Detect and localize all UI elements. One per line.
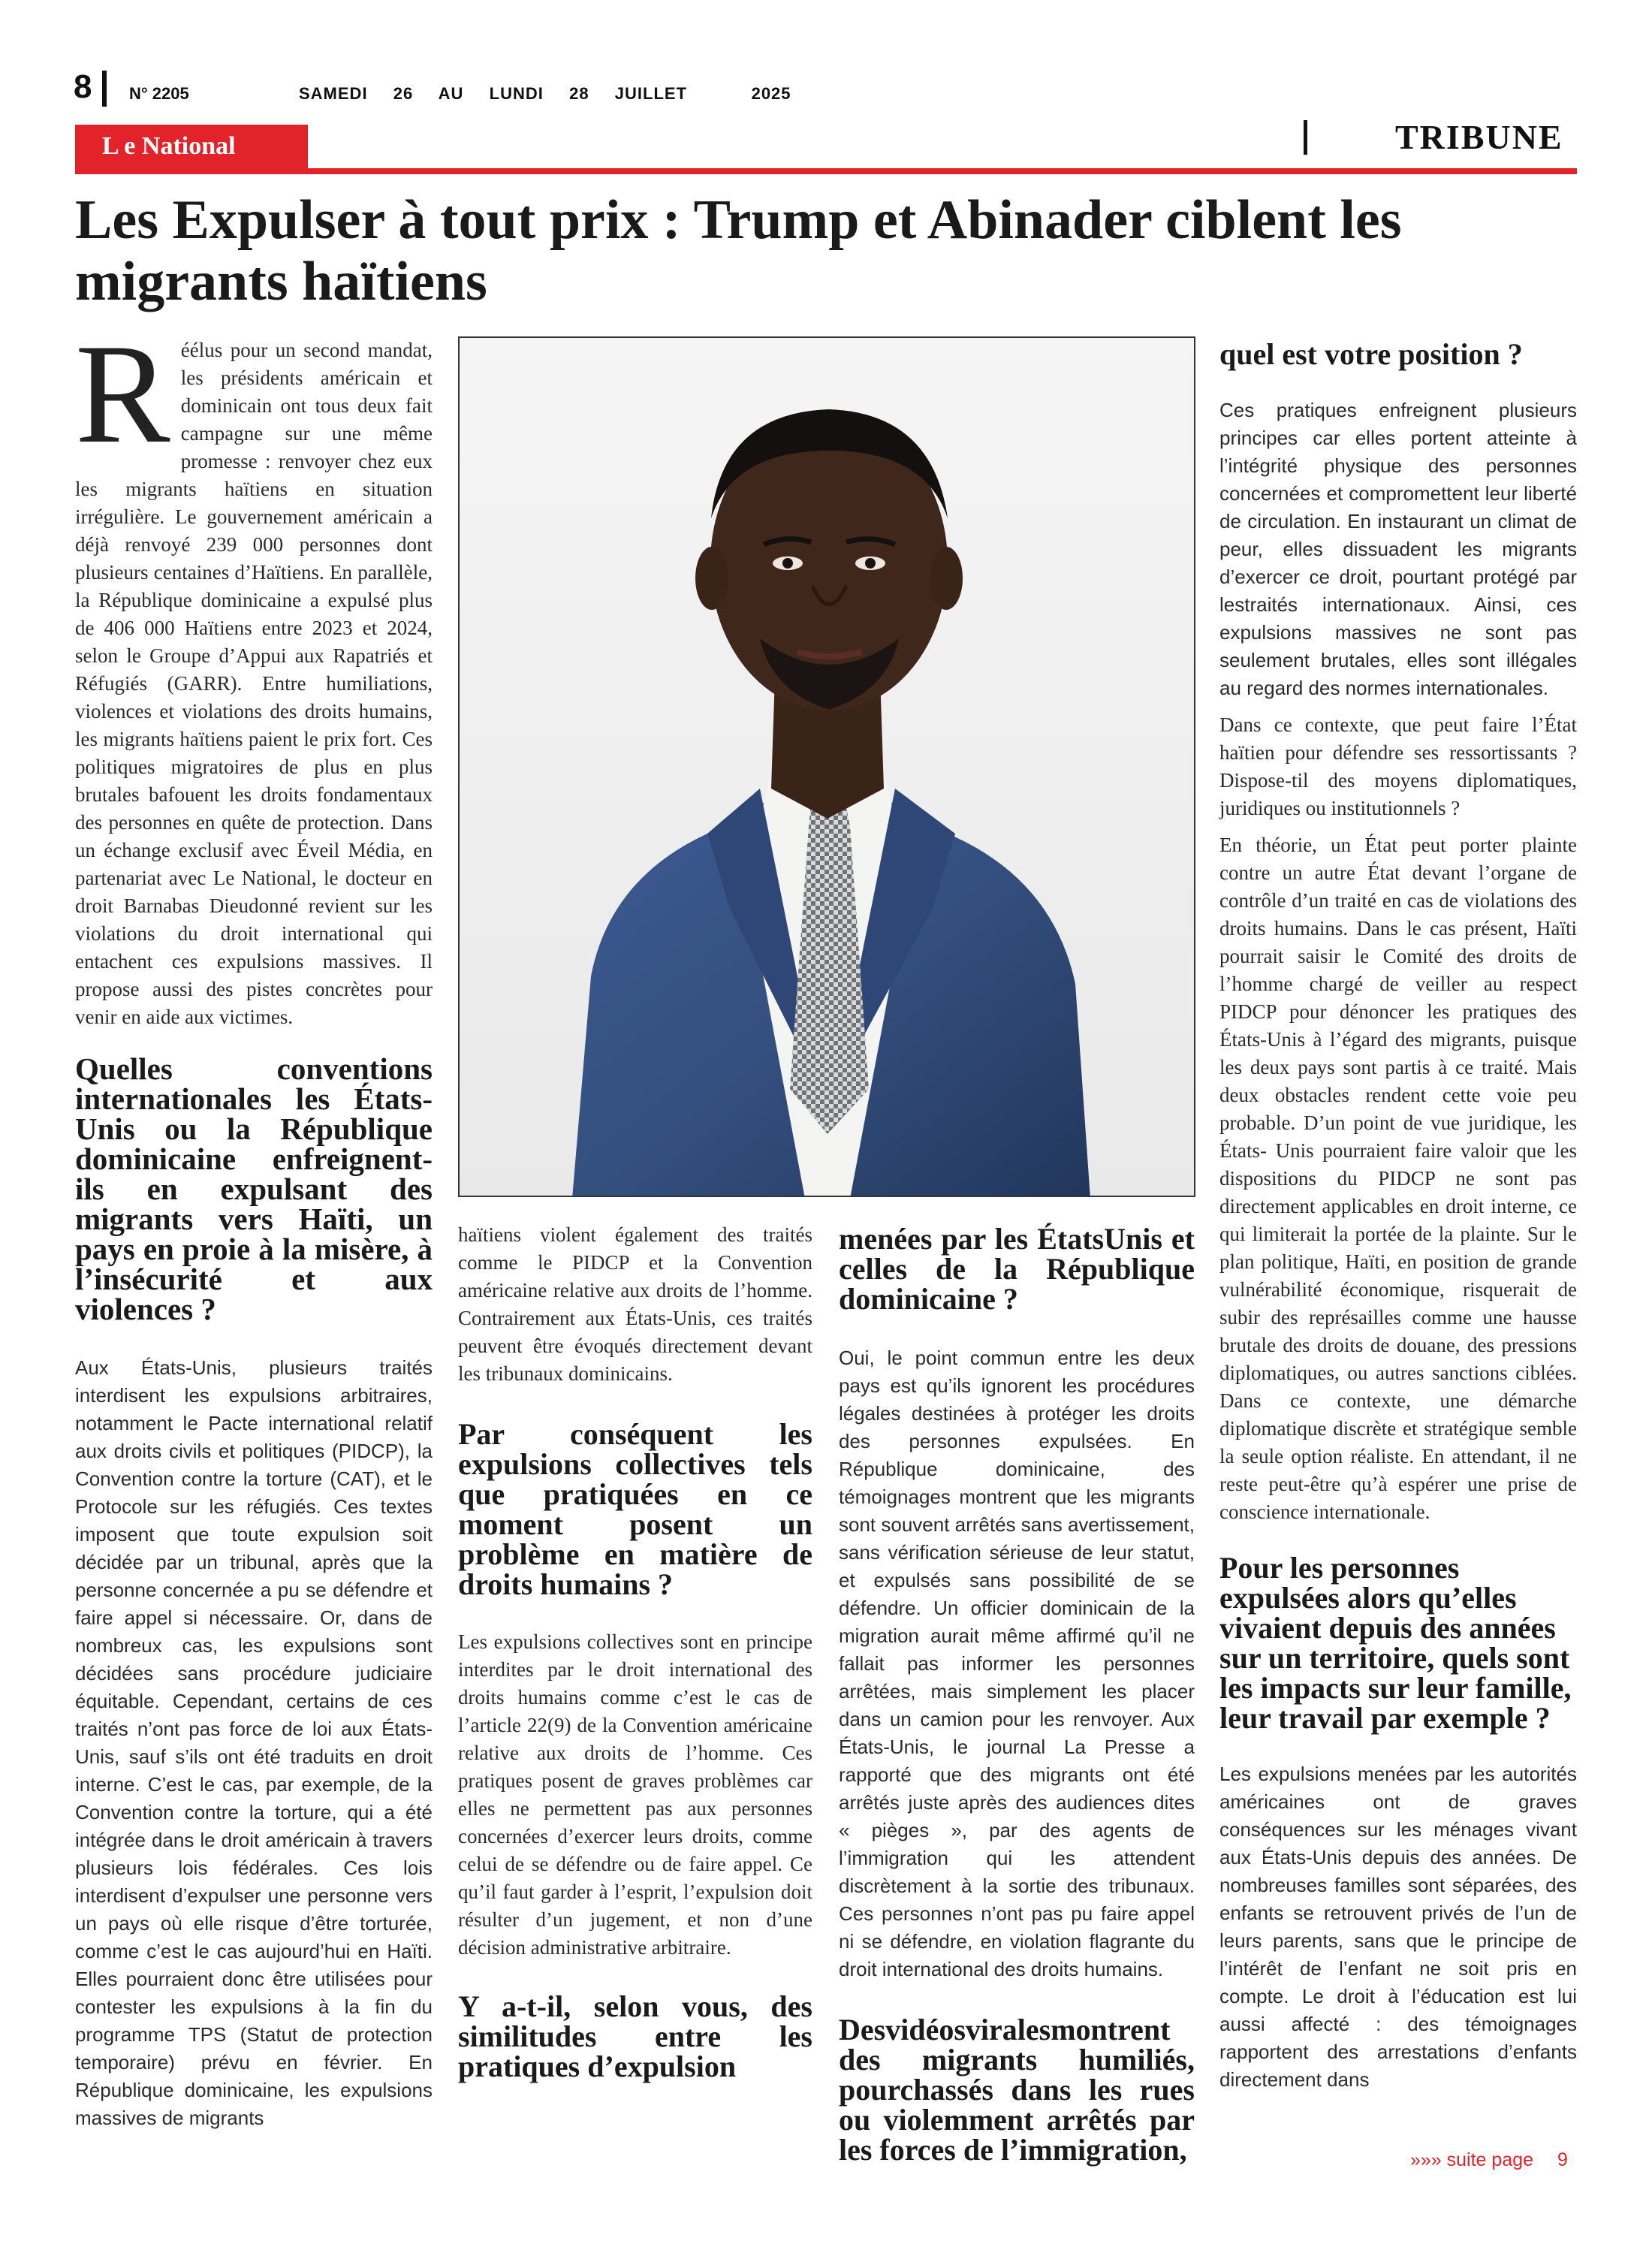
- question-2: Par conséquent les expulsions collectives tels que pratiquées en ce moment posent un problème en matière de droits humains ?: [458, 1417, 812, 1601]
- page-number: 8: [74, 68, 92, 105]
- question-4-part-1: Desvidéosviralesmontrent des migrants humiliés, pourchassés dans les rues ou violemment arrêtés par les forces de l’immigration,: [839, 2013, 1195, 2167]
- question-3-part-1: Y a-t-il, selon vous, des similitudes entre les pratiques d’expulsion: [458, 1989, 812, 2083]
- answer-4-paragraph-1: Ces pratiques enfreignent plusieurs principes car elles portent atteinte à l’intégrité physique des personnes concernées et compromettent leur liberté de circulation. En instaurant un climat de peur, elles dissuadent les migrants d’exercer ce droit, pourtant protégé par lestraités internationaux. Ainsi, ces expulsions massives ne sont pas seulement brutales, elles sont illégales au regard des normes internationales.: [1219, 399, 1577, 699]
- page-number-divider: [102, 71, 107, 107]
- column-2: [458, 1221, 812, 2091]
- continued-label: »»» suite page: [1410, 2149, 1534, 2170]
- article-headline: Les Expulser à tout prix : Trump et Abinader ciblent les migrants haïtiens: [75, 189, 1402, 312]
- answer-4-paragraph-2: Dans ce contexte, que peut faire l’État haïtien pour défendre ses ressortissants ? Dispose-til des moyens diplomatiques, juridiques ou institutionnels ?: [1219, 713, 1577, 819]
- portrait-photo: [458, 336, 1195, 1197]
- answer-5: Les expulsions menées par les autorités américaines ont de graves conséquences sur les ménages vivant aux États-Unis depuis des années. De nombreuses familles sont séparées, des enfants se retrouvent privés de l’un de leurs parents, sans que le principe de l’intérêt de l’enfant ne soit pris en compte. Le droit à l’éducation est lui aussi affecté : des témoignages rapportent des arrestations d’enfants directement dans: [1219, 1763, 1577, 2091]
- issue-number: N° 2205: [129, 84, 189, 103]
- intro-paragraph: [75, 315, 433, 1031]
- issue-date: SAMEDI 26 AU LUNDI 28 JUILLET 2025: [299, 84, 791, 103]
- answer-2: Les expulsions collectives sont en principe interdites par le droit international des droits humains comme c’est le cas de l’article 22(9) de la Convention américaine relative aux droits de l’homme. Ces pratiques posent de graves problèmes car elles ne permettent pas aux personnes concernées d’exercer leurs droits, comme celui de se défendre ou de faire appel. Ce qu’il faut garder à l’esprit, l’expulsion doit résulter d’un jugement, et non d’une décision administrative arbitraire.: [458, 1630, 812, 1959]
- answer-1-part-2: haïtiens violent également des traités comme le PIDCP et la Convention américaine relative aux droits de l’homme. Contrairement aux États-Unis, ces traités peuvent être évoqués directement devant les tribunaux dominicains.: [458, 1223, 812, 1385]
- answer-3: Oui, le point commun entre les deux pays est qu’ils ignorent les procédures légales destinées à protéger les droits des personnes expulsées. En République dominicaine, des témoignages montrent que les migrants sont souvent arrêtés sans avertissement, sans vérification sérieuse de leur statut, et expulsés sans possibilité de se défendre. Un officier dominicain de la migration aurait même affirmé qu’il ne fallait pas informer les personnes arrêtées, mais simplement les placer dans un camion pour les renvoyer. Aux États-Unis, le journal La Presse a rapporté que des migrants ont été arrêtés juste après des audiences dites « pièges », par des agents de l’immigration qui les attendent discrètement à la sortie des tribunaux. Ces personnes n’ont pas pu faire appel ni se défendre, en violation flagrante du droit international des droits humains.: [839, 1347, 1195, 1980]
- answer-4-paragraph-3: En théorie, un État peut porter plainte contre un autre État devant l’organe de contrôle d’un traité en cas de violations des droits humains. Dans le cas présent, Haïti pourrait saisir le Comité des droits de l’homme chargé de veiller au respect PIDCP pour dénoncer les pratiques des États-Unis à l’égard des migrants, puisque les deux pays sont partis à ce traité. Mais deux obstacles rendent cette voie peu probable. D’un point de vue juridique, les États- Unis pourraient faire valoir que les dispositions du PIDCP ne sont pas directement applicables en droit interne, ce qui limiterait la portée de la plainte. Sur le plan politique, Haïti, en position de grande vulnérabilité économique, risquerait de subir des représailles comme une hausse brutale des droits de douane, des pressions diplomatiques, ou autres sanctions ciblées. Dans ce contexte, une démarche diplomatique discrète et stratégique semble la seule option réaliste. En attendant, il ne reste peut-être qu’à espérer une prise de conscience internationale.: [1219, 834, 1577, 1523]
- intro-text: éélus pour un second mandat, les présidents américain et dominicain ont tous deux fait campagne sur une même promesse : renvoyer chez eux les migrants haïtiens en situation irrégulière. Le gouvernement américain a déjà renvoyé 239 000 personnes dont plusieurs centaines d’Haïtiens. En parallèle, la République dominicaine a expulsé plus de 406 000 Haïtiens entre 2023 et 2024, selon le Groupe d’Appui aux Rapatriés et Réfugiés (GARR). Entre humiliations, violences et violations des droits humains, les migrants haïtiens paient le prix fort. Ces politiques migratoires de plus en plus brutales bafouent les droits fondamentaux des personnes en quête de protection. Dans un échange exclusif avec Éveil Média, en partenariat avec Le National, le docteur en droit Barnabas Dieudonné revient sur les violations du droit international qui entachent ces expulsions massives. Il propose aussi des pistes concrètes pour venir en aide aux victimes.: [75, 339, 433, 1028]
- question-5: Pour les personnes expulsées alors qu’elles vivaient depuis des années sur un territoire, quels sont les impacts sur leur famille, leur travail par exemple ?: [1219, 1551, 1572, 1735]
- column-1: [75, 315, 433, 2141]
- portrait-illustration: [460, 338, 1195, 1197]
- question-1: Quelles conventions internationales les États-Unis ou la République dominicaine enfreignent-ils en expulsant des migrants vers Haïti, un pays en proie à la misère, à l’insécurité et aux violences ?: [75, 1051, 433, 1326]
- continued-page-link[interactable]: 9: [1557, 2149, 1568, 2170]
- answer-1-part-1: Aux États-Unis, plusieurs traités interdisent les expulsions arbitraires, notamment le Pacte international relatif aux droits civils et politiques (PIDCP), la Convention contre la torture (CAT), et le Protocole sur les réfugiés. Ces textes imposent que toute expulsion soit décidée par un tribunal, après que la personne concernée a pu se défendre et faire appel si nécessaire. Or, dans de nombreux cas, les expulsions sont décidées sans procédure judiciaire équitable. Cependant, certains de ces traités n’ont pas force de loi aux États-Unis, sauf s’ils ont été traduits en droit interne. C’est le cas, par exemple, de la Convention contre la torture, qui a été intégrée dans le droit américain à travers plusieurs lois fédérales. Ces lois interdisent d’expulser une personne vers un pays où elle risque d’être torturée, comme c’est le cas aujourd’hui en Haïti. Elles pourraient donc être utilisées pour contester les expulsions à la fin du programme TPS (Statut de protection temporaire) prévu en février. En République dominicaine, les expulsions massives de migrants: [75, 1356, 433, 2129]
- section-name: TRIBUNE: [1395, 118, 1563, 156]
- column-3: [839, 1224, 1195, 2174]
- header-red-rule: [75, 168, 1577, 174]
- question-4-part-2: quel est votre position ?: [1219, 337, 1523, 371]
- column-4: [1219, 336, 1577, 2103]
- question-3-part-2: menées par les ÉtatsUnis et celles de la République dominicaine ?: [839, 1222, 1195, 1316]
- section-divider: [1304, 120, 1307, 155]
- drop-cap: R: [75, 315, 170, 473]
- section-tab-label: L e National: [102, 132, 236, 160]
